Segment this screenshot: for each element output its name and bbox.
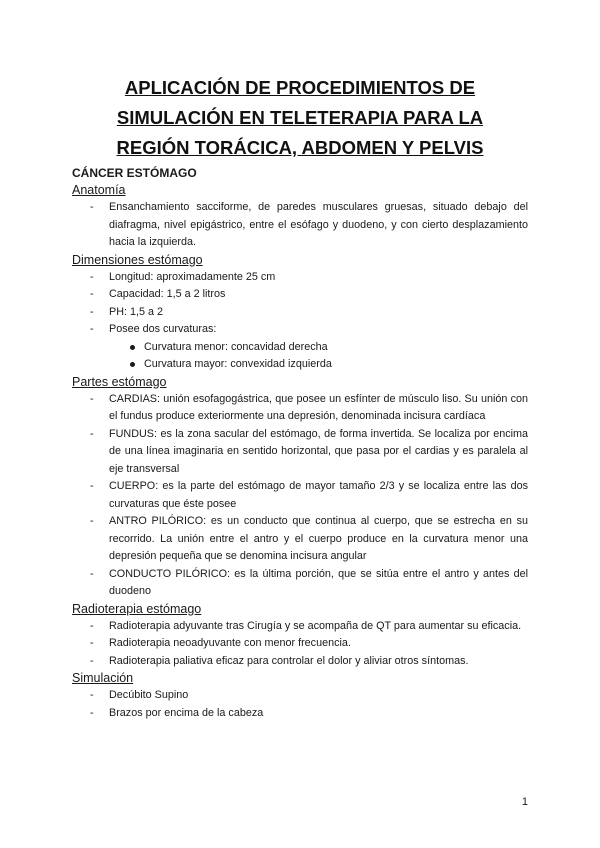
- heading-anatomia: Anatomía: [72, 183, 126, 197]
- list-item: - Brazos por encima de la cabeza: [72, 705, 528, 723]
- heading-simulacion: Simulación: [72, 671, 134, 685]
- sub-list-item: Curvatura menor: concavidad derecha: [72, 339, 528, 357]
- curvaturas-list: [72, 339, 528, 374]
- list-item: - Ensanchamiento sacciforme, de paredes musculares gruesas, situado debajo del diafragma, nivel epigástrico, entre el esófago y duodeno, y con cierto desplazamiento hacia la izquierda.: [72, 199, 528, 252]
- sub-list-item: Curvatura mayor: convexidad izquierda: [72, 356, 528, 374]
- list-item: - Radioterapia paliativa eficaz para controlar el dolor y aliviar otros síntomas.: [72, 653, 528, 671]
- list-item: - ANTRO PILÓRICO: es un conducto que continua al cuerpo, que se estrecha en su recorrido. La unión entre el antro y el cuerpo produce en la curvatura menor una depresión pequeña que se denomina incisura angular: [72, 513, 528, 566]
- list-item: - Radioterapia neoadyuvante con menor frecuencia.: [72, 635, 528, 653]
- title-line: REGIÓN TORÁCICA, ABDOMEN Y PELVIS: [116, 137, 484, 158]
- title-line: APLICACIÓN DE PROCEDIMIENTOS DE: [124, 77, 476, 98]
- heading-radioterapia: Radioterapia estómago: [72, 601, 202, 616]
- radioterapia-list: [72, 618, 528, 671]
- list-item: - CONDUCTO PILÓRICO: es la última porción, que se sitúa entre el antro y antes del duodeno: [72, 566, 528, 601]
- document-title: [60, 73, 540, 163]
- list-item: - Longitud: aproximadamente 25 cm: [72, 269, 528, 287]
- title-line: SIMULACIÓN EN TELETERAPIA PARA LA: [116, 107, 484, 128]
- list-item: - Posee dos curvaturas:: [72, 321, 528, 339]
- list-item: - PH: 1,5 a 2: [72, 304, 528, 322]
- list-item: - FUNDUS: es la zona sacular del estómago, de forma invertida. Se localiza por encima de una línea imaginaria en sentido horizontal, que pasa por el cardias y es paralela al eje transversal: [72, 426, 528, 479]
- heading-dimensiones: Dimensiones estómago: [72, 252, 203, 267]
- document-body: [72, 164, 528, 722]
- dimensiones-list: [72, 269, 528, 339]
- simulacion-list: [72, 687, 528, 722]
- list-item: - CUERPO: es la parte del estómago de mayor tamaño 2/3 y se localiza entre las dos curvaturas que éste posee: [72, 478, 528, 513]
- heading-partes: Partes estómago: [72, 374, 167, 389]
- list-item: - Radioterapia adyuvante tras Cirugía y se acompaña de QT para aumentar su eficacia.: [72, 618, 528, 636]
- list-item: - Capacidad: 1,5 a 2 litros: [72, 286, 528, 304]
- anatomia-list: [72, 199, 528, 252]
- partes-list: [72, 391, 528, 601]
- section-title: CÁNCER ESTÓMAGO: [72, 166, 197, 180]
- list-item: - Decúbito Supino: [72, 687, 528, 705]
- list-item: - CARDIAS: unión esofagogástrica, que posee un esfínter de músculo liso. Su unión con el fundus produce exteriormente una depresión, denominada incisura cardíaca: [72, 391, 528, 426]
- page-number: 1: [521, 796, 528, 808]
